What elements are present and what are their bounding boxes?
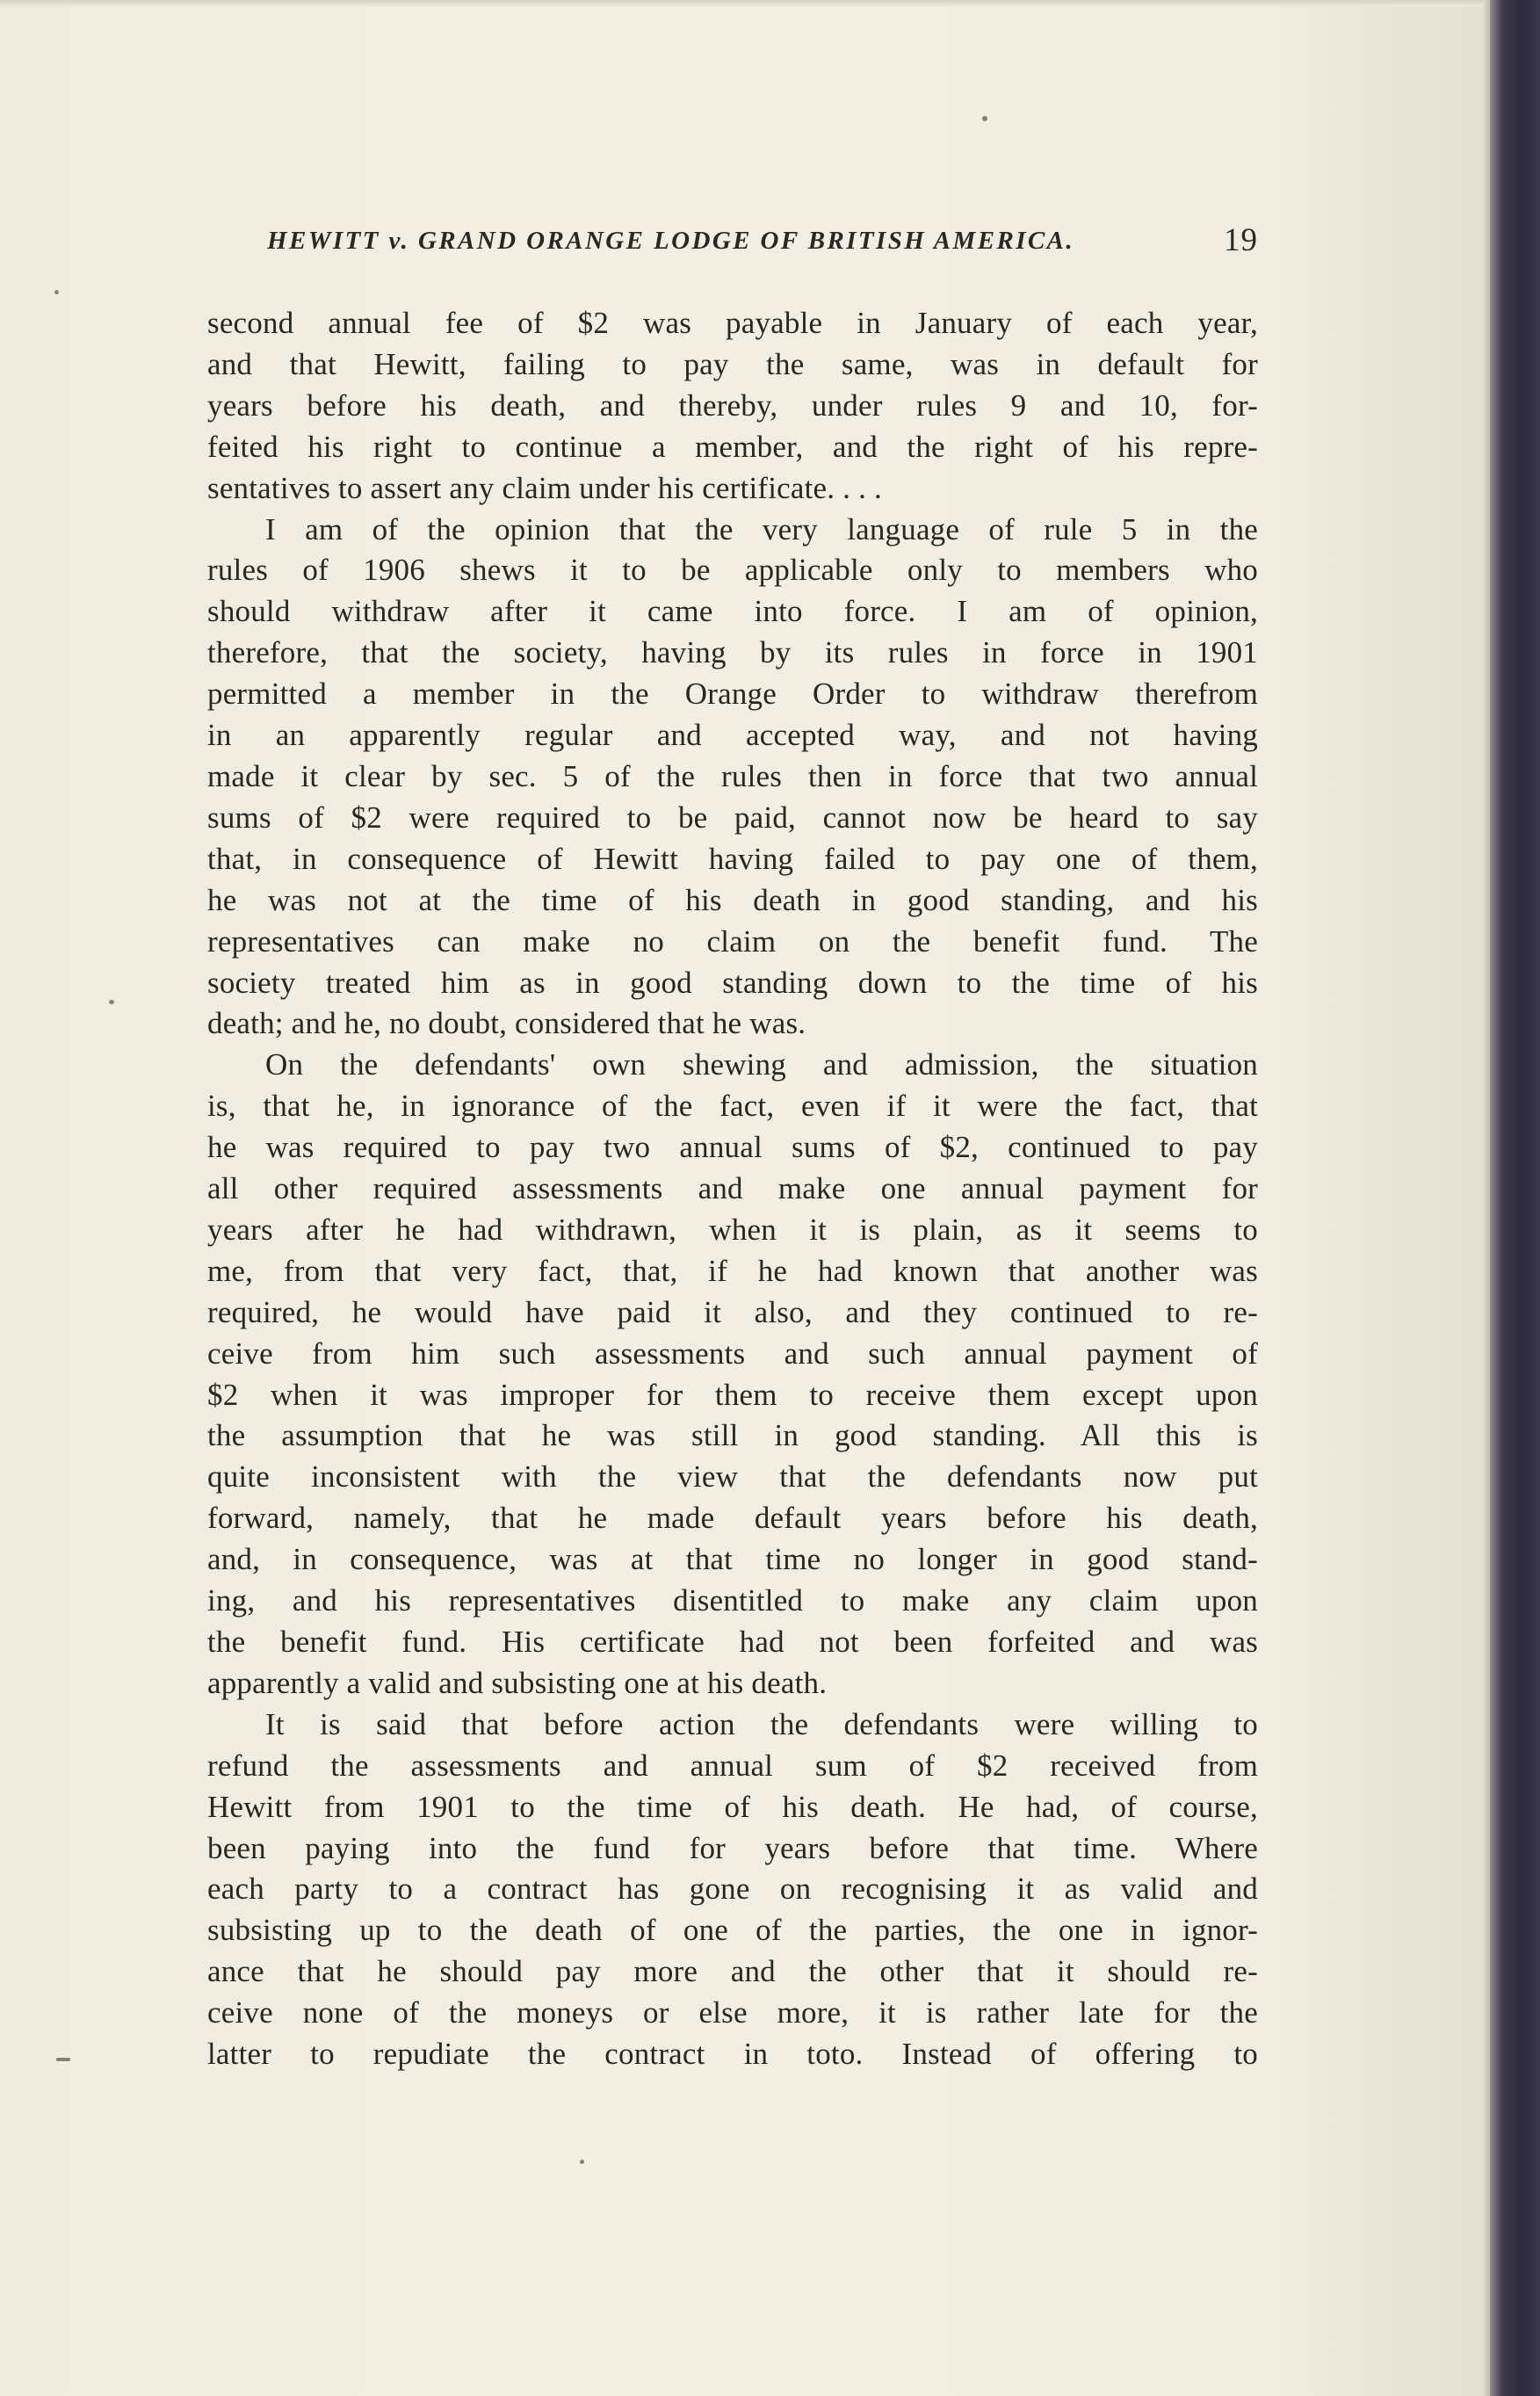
text-line: Hewitt from 1901 to the time of his death. He had, of course, [207, 1789, 1258, 1824]
text-line: and that Hewitt, failing to pay the same, was in default for [207, 346, 1258, 381]
book-spine [1490, 0, 1540, 2396]
text-line: he was not at the time of his death in good standing, and his [207, 882, 1258, 917]
text-line: society treated him as in good standing down to the time of his [207, 965, 1258, 1000]
text-line: feited his right to continue a member, and the right of his repre- [207, 429, 1258, 464]
text-line: the benefit fund. His certificate had not been forfeited and was [207, 1625, 1258, 1659]
text-line: therefore, that the society, having by its rules in force in 1901 [207, 635, 1258, 670]
paper-speck [54, 290, 59, 294]
text-line: ing, and his representatives disentitled to make any claim upon [207, 1583, 1258, 1618]
text-line: representatives can make no claim on the benefit fund. The [207, 923, 1258, 959]
text-line: death; and he, no doubt, considered that he was. [207, 1006, 806, 1041]
text-line: ceive none of the moneys or else more, it is rather late for the [207, 1995, 1258, 2030]
text-line: me, from that very fact, that, if he had known that another was [207, 1253, 1258, 1288]
text-line: each party to a contract has gone on recognising it as valid and [207, 1871, 1258, 1907]
text-line: all other required assessments and make one annual payment for [207, 1171, 1258, 1206]
body-text [207, 303, 1258, 2075]
text-line: that, in consequence of Hewitt having failed to pay one of them, [207, 841, 1258, 876]
text-line: second annual fee of $2 was payable in January of each year, [207, 306, 1258, 340]
text-line: years before his death, and thereby, under rules 9 and 10, for- [207, 387, 1258, 423]
text-line: ceive from him such assessments and such annual payment of [207, 1336, 1258, 1371]
text-line: apparently a valid and subsisting one at his death. [207, 1665, 828, 1700]
page-number: 19 [1224, 222, 1258, 258]
text-line: latter to repudiate the contract in toto. Instead of offering to [207, 2037, 1258, 2072]
paper-speck [109, 1000, 114, 1004]
page-top-edge [0, 0, 1493, 7]
text-line: rules of 1906 shews it to be applicable only to members who [207, 553, 1258, 588]
text-line: It is said that before action the defendants were willing to [265, 1706, 1258, 1741]
text-line: sentatives to assert any claim under his certificate. . . . [207, 470, 882, 505]
text-line: sums of $2 were required to be paid, cannot now be heard to say [207, 800, 1258, 835]
text-line: required, he would have paid it also, and they continued to re- [207, 1294, 1258, 1329]
text-line: quite inconsistent with the view that the defendants now put [207, 1459, 1258, 1495]
text-line: and, in consequence, was at that time no longer in good stand- [207, 1542, 1258, 1577]
text-line: he was required to pay two annual sums of $2, continued to pay [207, 1130, 1258, 1165]
text-line: permitted a member in the Orange Order to withdraw therefrom [207, 677, 1258, 712]
text-line: been paying into the fund for years before that time. Where [207, 1830, 1258, 1865]
text-line: is, that he, in ignorance of the fact, even if it were the fact, that [207, 1089, 1258, 1124]
text-line: the assumption that he was still in good standing. All this is [207, 1418, 1258, 1453]
paper-speck [982, 116, 987, 121]
running-title: HEWITT v. GRAND ORANGE LODGE OF BRITISH AMERICA. [267, 227, 1075, 255]
text-line: On the defendants' own shewing and admission, the situation [265, 1047, 1258, 1082]
text-line: subsisting up to the death of one of the parties, the one in ignor- [207, 1913, 1258, 1948]
text-line: should withdraw after it came into force. I am of opinion, [207, 594, 1258, 629]
text-line: refund the assessments and annual sum of $2 received from [207, 1748, 1258, 1783]
paper-speck [56, 2058, 70, 2061]
text-line: ance that he should pay more and the other that it should re- [207, 1954, 1258, 1989]
text-line: forward, namely, that he made default years before his death, [207, 1501, 1258, 1536]
text-line: I am of the opinion that the very language of rule 5 in the [265, 511, 1258, 547]
text-line: in an apparently regular and accepted way, and not having [207, 718, 1258, 753]
text-line: $2 when it was improper for them to receive them except upon [207, 1377, 1258, 1412]
running-head [267, 221, 1258, 265]
paper-speck [580, 2160, 584, 2164]
text-line: years after he had withdrawn, when it is plain, as it seems to [207, 1212, 1258, 1247]
text-line: made it clear by sec. 5 of the rules then in force that two annual [207, 758, 1258, 793]
